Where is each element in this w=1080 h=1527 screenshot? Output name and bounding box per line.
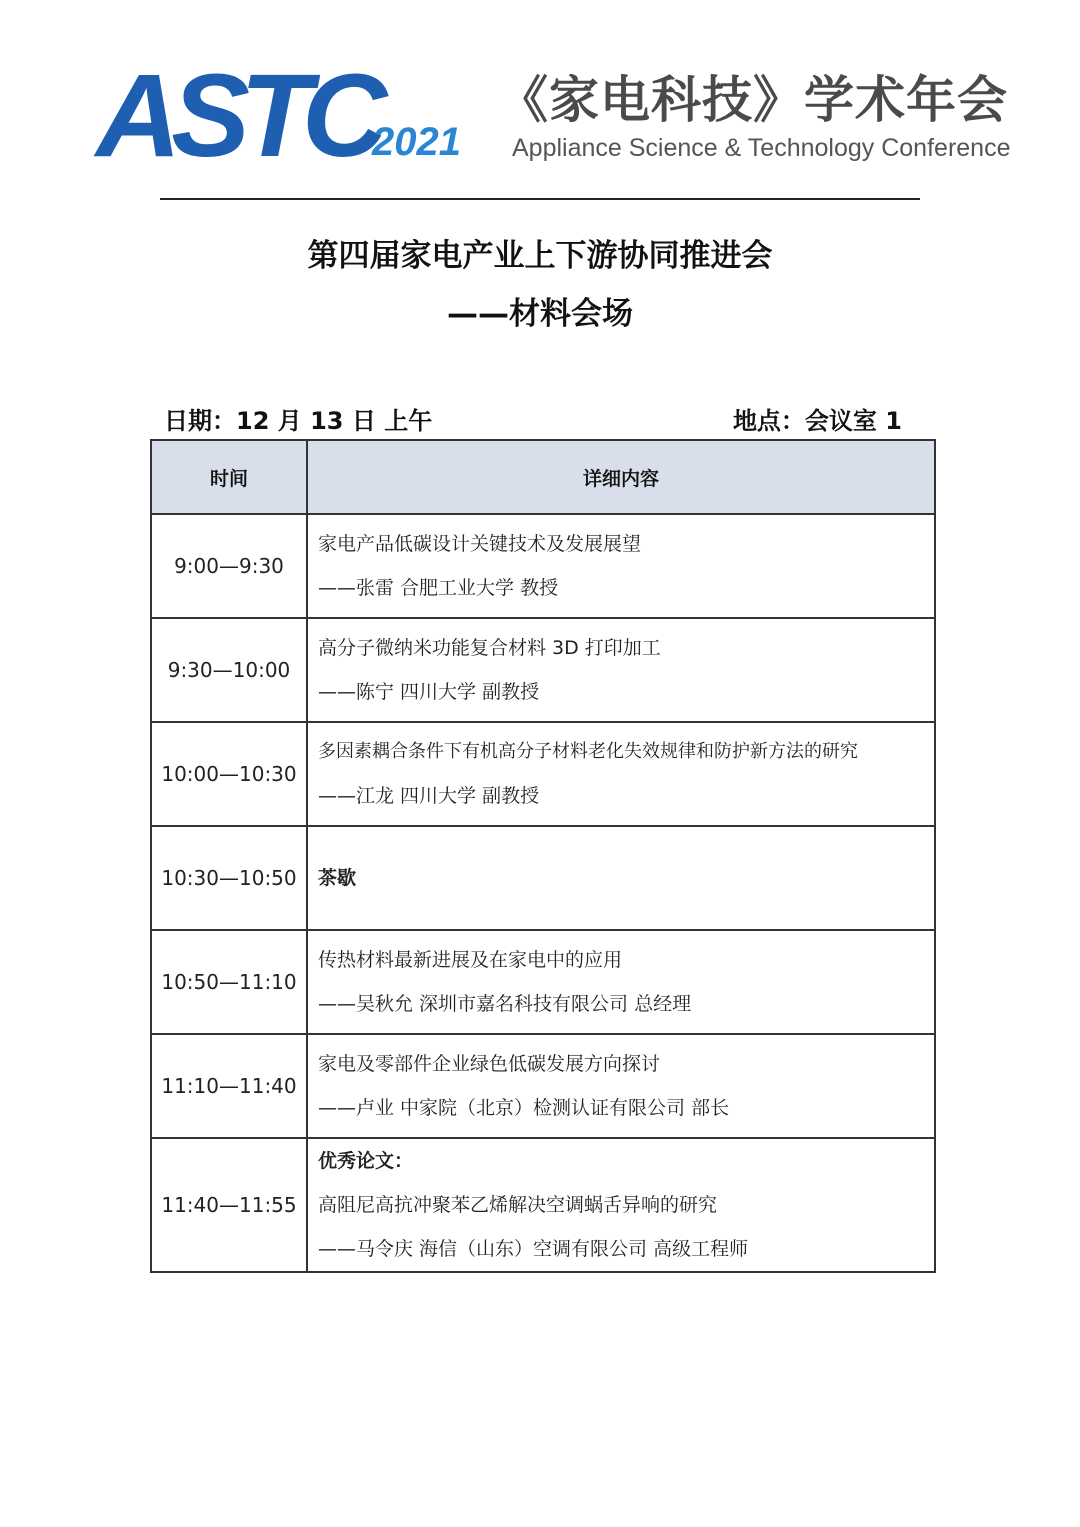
- row-detail: [307, 722, 935, 826]
- talk-title: 家电产品低碳设计关键技术及发展展望: [318, 533, 642, 555]
- talk-title: 传热材料最新进展及在家电中的应用: [318, 949, 623, 971]
- table-row: [151, 722, 935, 826]
- row-detail: [307, 514, 935, 618]
- page-title: 第四届家电产业上下游协同推进会: [307, 238, 773, 274]
- table-row: [151, 1034, 935, 1138]
- table-row: [151, 514, 935, 618]
- break-label: 茶歇: [318, 867, 357, 889]
- header-divider: [160, 198, 920, 200]
- talk-title: 高阻尼高抗冲聚苯乙烯解决空调蜗舌异响的研究: [318, 1194, 718, 1216]
- row-time: 9:30—10:00: [151, 618, 307, 722]
- row-time: 10:50—11:10: [151, 930, 307, 1034]
- row-detail: [307, 826, 935, 930]
- row-time: 10:30—10:50: [151, 826, 307, 930]
- schedule-table: [150, 439, 936, 1273]
- row-detail: [307, 1034, 935, 1138]
- page-subtitle: ——材料会场: [447, 296, 633, 332]
- header-detail: 详细内容: [307, 440, 935, 514]
- speaker: ——江龙 四川大学 副教授: [318, 785, 540, 807]
- session-date: 日期：12 月 13 日 上午: [164, 407, 433, 435]
- talk-title: 高分子微纳米功能复合材料 3D 打印加工: [318, 637, 661, 659]
- session-location: 地点：会议室 1: [732, 407, 902, 435]
- row-detail: [307, 1138, 935, 1272]
- speaker: ——卢业 中家院（北京）检测认证有限公司 部长: [318, 1097, 730, 1119]
- table-row: [151, 930, 935, 1034]
- table-header-row: [151, 440, 935, 514]
- table-row: [151, 826, 935, 930]
- speaker: ——陈宁 四川大学 副教授: [318, 681, 540, 703]
- logo-year: 2021: [372, 120, 461, 164]
- row-time: 11:40—11:55: [151, 1138, 307, 1272]
- conference-title-cn: 《家电科技》学术年会: [498, 71, 1008, 129]
- speaker: ——吴秋允 深圳市嘉名科技有限公司 总经理: [318, 993, 692, 1015]
- row-time: 10:00—10:30: [151, 722, 307, 826]
- conference-title-en: Appliance Science & Technology Conference: [512, 134, 1011, 162]
- row-time: 9:00—9:30: [151, 514, 307, 618]
- talk-title: 家电及零部件企业绿色低碳发展方向探讨: [318, 1053, 661, 1075]
- table-row: [151, 618, 935, 722]
- logo-text: ASTC: [96, 50, 378, 182]
- table-row: [151, 1138, 935, 1272]
- header-time: 时间: [151, 440, 307, 514]
- paper-label: 优秀论文：: [318, 1150, 414, 1172]
- row-detail: [307, 618, 935, 722]
- row-time: 11:10—11:40: [151, 1034, 307, 1138]
- astc-logo: [96, 50, 461, 182]
- row-detail: [307, 930, 935, 1034]
- speaker: ——张雷 合肥工业大学 教授: [318, 577, 559, 599]
- speaker: ——马令庆 海信（山东）空调有限公司 高级工程师: [318, 1238, 749, 1260]
- talk-title: 多因素耦合条件下有机高分子材料老化失效规律和防护新方法的研究: [318, 741, 858, 762]
